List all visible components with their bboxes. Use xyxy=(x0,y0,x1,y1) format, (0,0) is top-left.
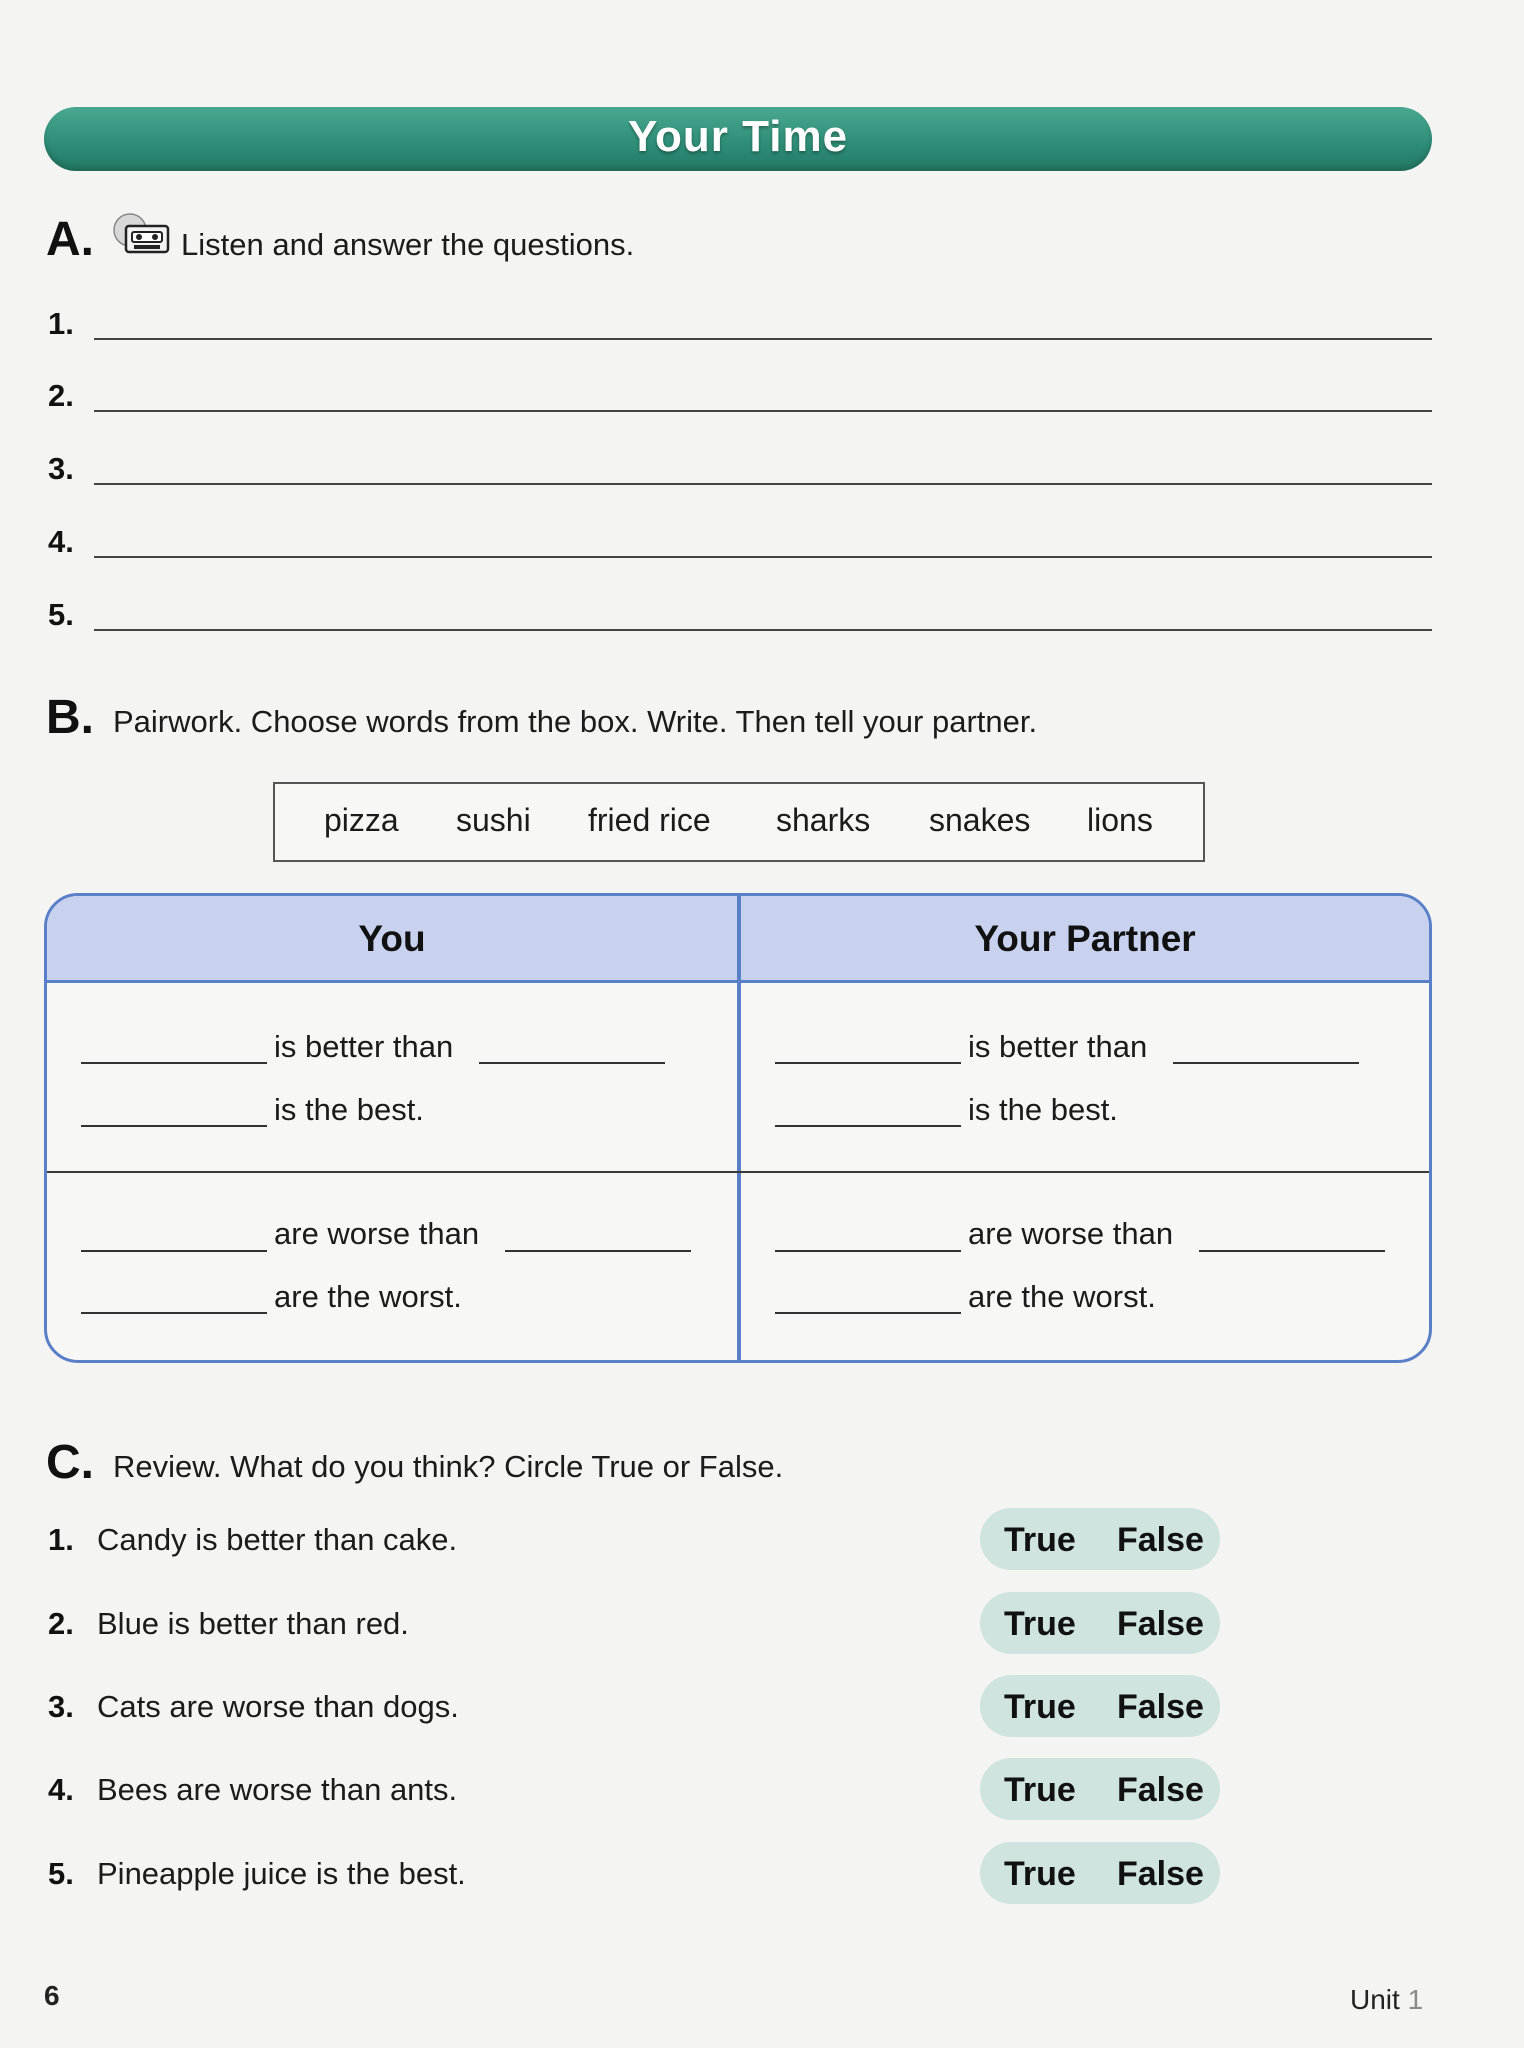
cassette-tape-icon xyxy=(112,212,170,258)
page-title: Your Time xyxy=(627,112,849,161)
phrase-better-than: is better than xyxy=(968,1029,1148,1064)
false-option[interactable]: False xyxy=(1117,1688,1204,1726)
true-false-choice xyxy=(980,1675,1220,1737)
column-divider xyxy=(737,896,741,1360)
section-a-instruction: Listen and answer the questions. xyxy=(181,227,635,262)
word-box-item: sushi xyxy=(456,802,531,838)
statement-number: 1. xyxy=(48,1522,74,1557)
phrase-better-than: is better than xyxy=(274,1029,454,1064)
comparison-table xyxy=(44,893,1432,1363)
section-a-letter: A. xyxy=(46,213,94,266)
answer-line-4[interactable] xyxy=(94,556,1432,558)
true-false-choice xyxy=(980,1758,1220,1820)
statement-text: Blue is better than red. xyxy=(97,1606,409,1641)
write-blank[interactable] xyxy=(775,1312,961,1314)
phrase-the-best: is the best. xyxy=(274,1092,424,1127)
word-box-item: sharks xyxy=(776,802,871,838)
phrase-worse-than: are worse than xyxy=(968,1216,1174,1251)
unit-label xyxy=(1350,1984,1423,2016)
write-blank[interactable] xyxy=(81,1250,267,1252)
statement-text: Cats are worse than dogs. xyxy=(97,1689,459,1724)
answer-number: 4. xyxy=(48,524,74,559)
true-false-choice xyxy=(980,1592,1220,1654)
phrase-the-best: is the best. xyxy=(968,1092,1118,1127)
answer-number: 1. xyxy=(48,306,74,341)
statement-number: 5. xyxy=(48,1856,74,1891)
word-box xyxy=(273,782,1205,862)
answer-line-1[interactable] xyxy=(94,338,1432,340)
answer-number: 2. xyxy=(48,378,74,413)
row-divider xyxy=(47,1171,1429,1173)
word-box-item: snakes xyxy=(929,802,1031,838)
statement-number: 3. xyxy=(48,1689,74,1724)
true-option[interactable]: True xyxy=(1004,1688,1076,1726)
section-c-letter: C. xyxy=(46,1436,94,1489)
write-blank[interactable] xyxy=(775,1125,961,1127)
true-false-choice xyxy=(980,1842,1220,1904)
statement-text: Candy is better than cake. xyxy=(97,1522,458,1557)
answer-number: 5. xyxy=(48,597,74,632)
true-false-choice xyxy=(980,1508,1220,1570)
write-blank[interactable] xyxy=(775,1250,961,1252)
false-option[interactable]: False xyxy=(1117,1521,1204,1559)
true-option[interactable]: True xyxy=(1004,1855,1076,1893)
answer-line-5[interactable] xyxy=(94,629,1432,631)
false-option[interactable]: False xyxy=(1117,1605,1204,1643)
false-option[interactable]: False xyxy=(1117,1771,1204,1809)
column-header-partner: Your Partner xyxy=(974,918,1196,959)
unit-number: 1 xyxy=(1407,1984,1424,2015)
write-blank[interactable] xyxy=(1199,1250,1385,1252)
write-blank[interactable] xyxy=(81,1125,267,1127)
phrase-the-worst: are the worst. xyxy=(968,1279,1156,1314)
false-option[interactable]: False xyxy=(1117,1855,1204,1893)
section-c-instruction: Review. What do you think? Circle True or False. xyxy=(113,1449,784,1484)
answer-number: 3. xyxy=(48,451,74,486)
true-option[interactable]: True xyxy=(1004,1521,1076,1559)
statement-number: 4. xyxy=(48,1772,74,1807)
unit-label-text: Unit xyxy=(1350,1984,1400,2015)
section-b-letter: B. xyxy=(46,691,94,744)
answer-line-3[interactable] xyxy=(94,483,1432,485)
write-blank[interactable] xyxy=(81,1312,267,1314)
true-option[interactable]: True xyxy=(1004,1605,1076,1643)
statement-text: Pineapple juice is the best. xyxy=(97,1856,466,1891)
statement-number: 2. xyxy=(48,1606,74,1641)
page-number: 6 xyxy=(44,1980,60,2011)
write-blank[interactable] xyxy=(479,1062,665,1064)
answer-line-2[interactable] xyxy=(94,410,1432,412)
column-header-you: You xyxy=(358,918,426,959)
write-blank[interactable] xyxy=(505,1250,691,1252)
phrase-the-worst: are the worst. xyxy=(274,1279,462,1314)
phrase-worse-than: are worse than xyxy=(274,1216,480,1251)
word-box-item: lions xyxy=(1087,802,1153,838)
write-blank[interactable] xyxy=(1173,1062,1359,1064)
true-option[interactable]: True xyxy=(1004,1771,1076,1809)
word-box-item: pizza xyxy=(324,802,399,838)
write-blank[interactable] xyxy=(775,1062,961,1064)
word-box-item: fried rice xyxy=(588,802,711,838)
write-blank[interactable] xyxy=(81,1062,267,1064)
title-banner xyxy=(44,107,1432,171)
statement-text: Bees are worse than ants. xyxy=(97,1772,458,1807)
section-b-instruction: Pairwork. Choose words from the box. Write. Then tell your partner. xyxy=(113,704,1038,739)
